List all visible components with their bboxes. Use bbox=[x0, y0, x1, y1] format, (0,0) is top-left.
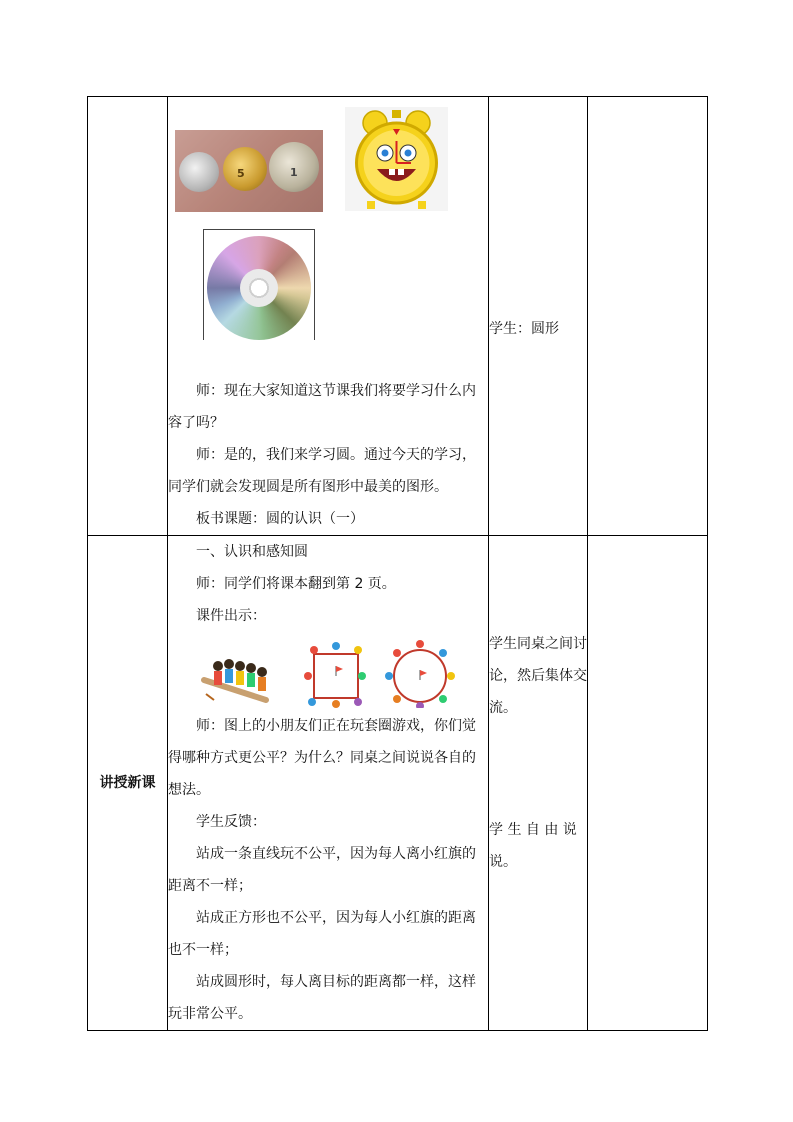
ring-toss-illustration bbox=[168, 636, 488, 708]
cd-disc-photo bbox=[203, 229, 315, 340]
teacher-paragraph: 站成圆形时，每人离目标的距离都一样，这样玩非常公平。 bbox=[168, 974, 476, 1022]
table-row bbox=[88, 97, 708, 536]
gold-coin-icon bbox=[223, 147, 267, 191]
student-response: 学 生 自 由 说说。 bbox=[489, 822, 577, 870]
teacher-paragraph: 站成正方形也不公平，因为每人小红旗的距离也不一样； bbox=[168, 910, 476, 958]
teacher-activity-cell bbox=[168, 536, 489, 1031]
notes-cell bbox=[588, 97, 708, 536]
student-response: 学生：圆形 bbox=[489, 321, 559, 337]
teacher-dialogue bbox=[168, 367, 488, 535]
teacher-activity-cell bbox=[168, 97, 489, 536]
section-cell-empty bbox=[88, 97, 168, 536]
lesson-title-line: 板书课题：圆的认识（一） bbox=[196, 511, 364, 527]
teacher-paragraph: 师：图上的小朋友们正在玩套圈游戏，你们觉得哪种方式更公平？为什么？同桌之间说说各自的想法。 bbox=[168, 718, 476, 798]
lesson-table bbox=[87, 96, 708, 1031]
ring-toss-square bbox=[304, 642, 366, 708]
silver-coin-icon bbox=[179, 152, 219, 192]
ring-toss-circle bbox=[385, 640, 455, 708]
section-label: 讲授新课 bbox=[88, 536, 168, 1031]
alarm-clock-photo bbox=[345, 107, 448, 211]
teacher-paragraph: 站成一条直线玩不公平，因为每人离小红旗的距离不一样； bbox=[168, 846, 476, 894]
illustrations bbox=[168, 97, 488, 367]
student-activity-cell bbox=[489, 97, 588, 536]
coin-mark: 5 bbox=[237, 167, 245, 180]
spacer bbox=[489, 97, 587, 313]
coin-mark: 1 bbox=[290, 166, 298, 179]
teacher-paragraph: 课件出示： bbox=[196, 608, 266, 624]
student-activity-cell bbox=[489, 536, 588, 1031]
teacher-paragraph: 师：现在大家知道这节课我们将要学习什么内容了吗？ bbox=[168, 383, 476, 431]
cd-hole-icon bbox=[240, 269, 278, 307]
student-response: 学生同桌之间讨论，然后集体交流。 bbox=[489, 636, 587, 716]
teacher-paragraph: 师：同学们将课本翻到第 2 页。 bbox=[196, 576, 396, 592]
ring-toss-icon bbox=[168, 636, 468, 708]
heading-line: 一、认识和感知圆 bbox=[196, 544, 308, 560]
spacer bbox=[489, 536, 587, 628]
notes-cell bbox=[588, 536, 708, 1031]
ring-toss-line bbox=[204, 659, 267, 700]
teacher-paragraph: 学生反馈： bbox=[196, 814, 266, 830]
coins-photo bbox=[175, 130, 323, 212]
yuan-coin-icon bbox=[269, 142, 319, 192]
table-row bbox=[88, 536, 708, 1031]
spacer bbox=[489, 724, 587, 814]
alarm-clock-icon bbox=[345, 107, 448, 211]
teacher-paragraph: 师：是的，我们来学习圆。通过今天的学习，同学们就会发现圆是所有图形中最美的图形。 bbox=[168, 447, 476, 495]
